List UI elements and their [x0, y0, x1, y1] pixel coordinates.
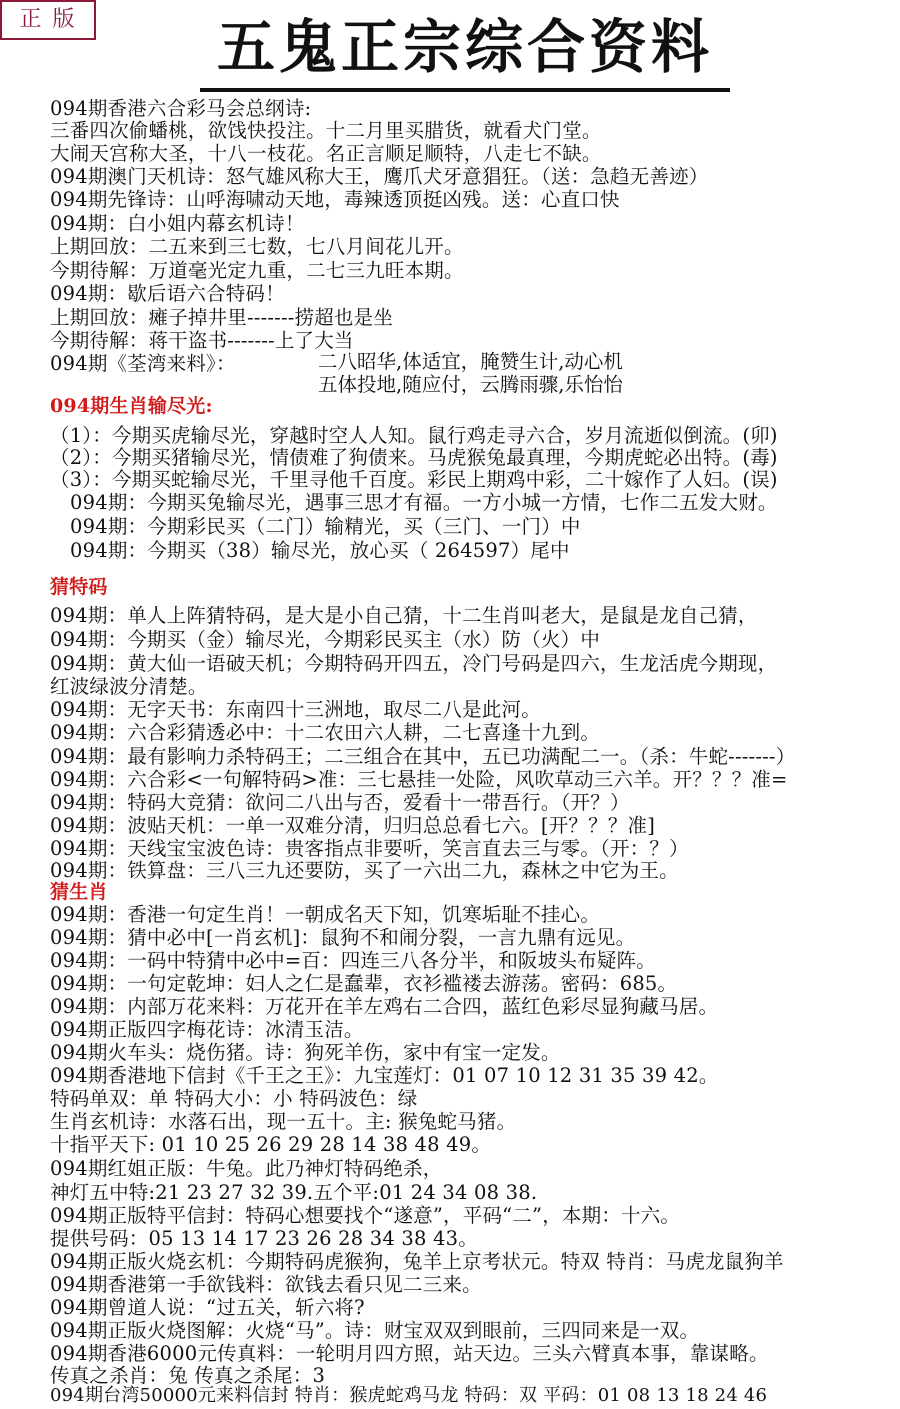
text-line: 094期正版特平信封：特码心想要找个“遂意”，平码“二”，本期：十六。 — [50, 1204, 681, 1227]
text-line: 三番四次偷蟠桃，欲饯快投注。十二月里买腊货，就看犬门堂。 — [50, 119, 602, 142]
text-line: 神灯五中特:21 23 27 32 39.五个平:01 24 34 08 38. — [50, 1181, 538, 1204]
text-line: 094期澳门天机诗：怒气雄风称大王，鹰爪犬牙意猖狂。（送：急趋无善迹） — [50, 165, 709, 188]
section-heading: 猜生肖 — [50, 881, 108, 903]
text-line: 094期：单人上阵猜特码，是大是小自己猜，十二生肖叫老大，是鼠是龙自己猜， — [50, 604, 758, 627]
text-line: 094期先锋诗：山呼海啸动天地，毒辣透顶挺凶残。送：心直口快 — [50, 188, 620, 211]
text-line: 094期：六合彩猜透必中：十二农田六人耕，二七喜逢十九到。 — [50, 721, 601, 744]
text-line: 上期回放：瘫子掉井里-------捞超也是坐 — [50, 306, 394, 329]
quan-wan-label: 094期《荃湾来料》： — [50, 352, 236, 375]
text-line: 十指平天下: 01 10 25 26 29 28 14 38 48 49。 — [50, 1133, 492, 1156]
text-line: 今期待解：蒋干盗书-------上了大当 — [50, 329, 354, 352]
text-line: 094期红姐正版：牛兔。此乃神灯特码绝杀， — [50, 1157, 443, 1180]
text-line: 094期：最有影响力杀特码王；二三组合在其中，五已功满配二一。（杀：牛蛇-------） — [50, 745, 796, 768]
text-line: 大闹天宫称大圣，十八一枝花。名正言顺足顺特，八走七不缺。 — [50, 142, 602, 165]
text-line: 094期：天线宝宝波色诗：贵客指点非要听，笑言直去三与零。（开：？） — [50, 837, 689, 860]
text-line: （3）：今期买蛇输尽光，千里寻他千百度。彩民上期鸡中彩，二十嫁作了人妇。(误) — [50, 468, 778, 491]
text-line: 094期：六合彩<一句解特码>准：三七悬挂一处险，风吹草动三六羊。开？？？准= — [50, 768, 788, 791]
text-line: 094期正版火烧玄机：今期特码虎猴狗，兔羊上京考状元。特双 特肖：马虎龙鼠狗羊 — [50, 1250, 784, 1273]
text-line: 094期：特码大竞猜：欲问二八出与否，爱看十一带吾行。（开？） — [50, 791, 630, 814]
text-line: 094期香港六合彩马会总纲诗: — [50, 97, 312, 120]
text-line: 094期：猜中必中[一肖玄机]：鼠狗不和闹分裂，一言九鼎有远见。 — [50, 926, 636, 949]
authentic-badge: 正 版 — [0, 0, 96, 40]
section-heading: 猜特码 — [50, 576, 108, 598]
text-line: 094期曾道人说：“过五关，斩六将? — [50, 1296, 365, 1319]
text-line: 094期香港第一手欲钱料：欲钱去看只见二三来。 — [50, 1273, 482, 1296]
text-line: 红波绿波分清楚。 — [50, 675, 208, 698]
text-line: 094期火车头：烧伤猪。诗：狗死羊伤，家中有宝一定发。 — [50, 1041, 561, 1064]
text-line: 094期：内部万花来料：万花开在羊左鸡右二合四，蓝红色彩尽显狗藏马居。 — [50, 995, 719, 1018]
text-line: 094期：无字天书：东南四十三洲地，取尽二八是此河。 — [50, 698, 541, 721]
text-line: 094期：波贴天机：一单一双难分清，归归总总看七六。[开？？？准] — [50, 814, 656, 837]
text-line: （2）：今期买猪输尽光，情债难了狗债来。马虎猴兔最真理，今期虎蛇必出特。(毒) — [50, 446, 778, 469]
text-line: （1）：今期买虎输尽光，穿越时空人人知。鼠行鸡走寻六合，岁月流逝似倒流。(卯) — [50, 424, 778, 447]
text-line: 094期香港6000元传真料：一轮明月四方照，站天边。三头六臂真本事，靠谋略。 — [50, 1342, 769, 1365]
text-line: 094期：一码中特猜中必中=百：四连三八各分半，和阪坡头布疑阵。 — [50, 949, 656, 972]
text-line: 提供号码：05 13 14 17 23 26 28 34 38 43。 — [50, 1227, 478, 1250]
page-title: 五鬼正宗综合资料 — [200, 10, 730, 92]
text-line: 094期：一句定乾坤：妇人之仁是蠢辈，衣衫褴褛去游荡。密码：685。 — [50, 972, 678, 995]
text-line: 094期：黄大仙一语破天机；今期特码开四五，冷门号码是四六，生龙活虎今期现， — [50, 652, 778, 675]
text-line: 094期：铁算盘：三八三九还要防，买了一六出二九，森林之中它为王。 — [50, 859, 679, 882]
text-line: 094期香港地下信封《千王之王》：九宝莲灯：01 07 10 12 31 35 39 42。 — [50, 1064, 719, 1087]
text-line: 传真之杀肖：兔 传真之杀尾：3 — [50, 1364, 326, 1387]
text-line: 上期回放：二五来到三七数，七八月间花儿开。 — [50, 235, 464, 258]
text-line: 094期：今期买兔输尽光，遇事三思才有福。一方小城一方情，七作二五发大财。 — [70, 491, 778, 514]
text-line: 094期：今期买（38）输尽光，放心买（ 264597）尾中 — [70, 539, 570, 562]
text-line: 094期台湾50000元来料信封 特肖：猴虎蛇鸡马龙 特码：双 平码：01 08 13 18 24 46 — [50, 1385, 768, 1406]
text-line: 094期：今期买（金）输尽光，今期彩民买主（水）防（火）中 — [50, 628, 601, 651]
text-line: 094期：白小姐内幕玄机诗！ — [50, 212, 305, 235]
text-line: 094期：歇后语六合特码！ — [50, 282, 285, 305]
text-line: 生肖玄机诗：水落石出，现一五十。主: 猴兔蛇马猪。 — [50, 1110, 517, 1133]
text-line: 094期：今期彩民买（二门）输精光，买（三门、一门）中 — [70, 515, 581, 538]
quan-wan-line: 五体投地,随应付，云腾雨骤,乐怡怡 — [318, 373, 623, 396]
text-line: 094期正版火烧图解：火烧“马”。诗：财宝双双到眼前，三四同来是一双。 — [50, 1319, 700, 1342]
text-line: 特码单双：单 特码大小：小 特码波色：绿 — [50, 1087, 418, 1110]
text-line: 094期：香港一句定生肖！一朝成名天下知，饥寒垢耻不挂心。 — [50, 903, 601, 926]
text-line: 今期待解：万道毫光定九重，二七三九旺本期。 — [50, 259, 464, 282]
section-heading: 094期生肖输尽光: — [50, 395, 213, 417]
text-line: 094期正版四字梅花诗：冰清玉洁。 — [50, 1018, 364, 1041]
quan-wan-line: 二八昭华,体适宜，腌赞生计,动心机 — [318, 350, 623, 373]
